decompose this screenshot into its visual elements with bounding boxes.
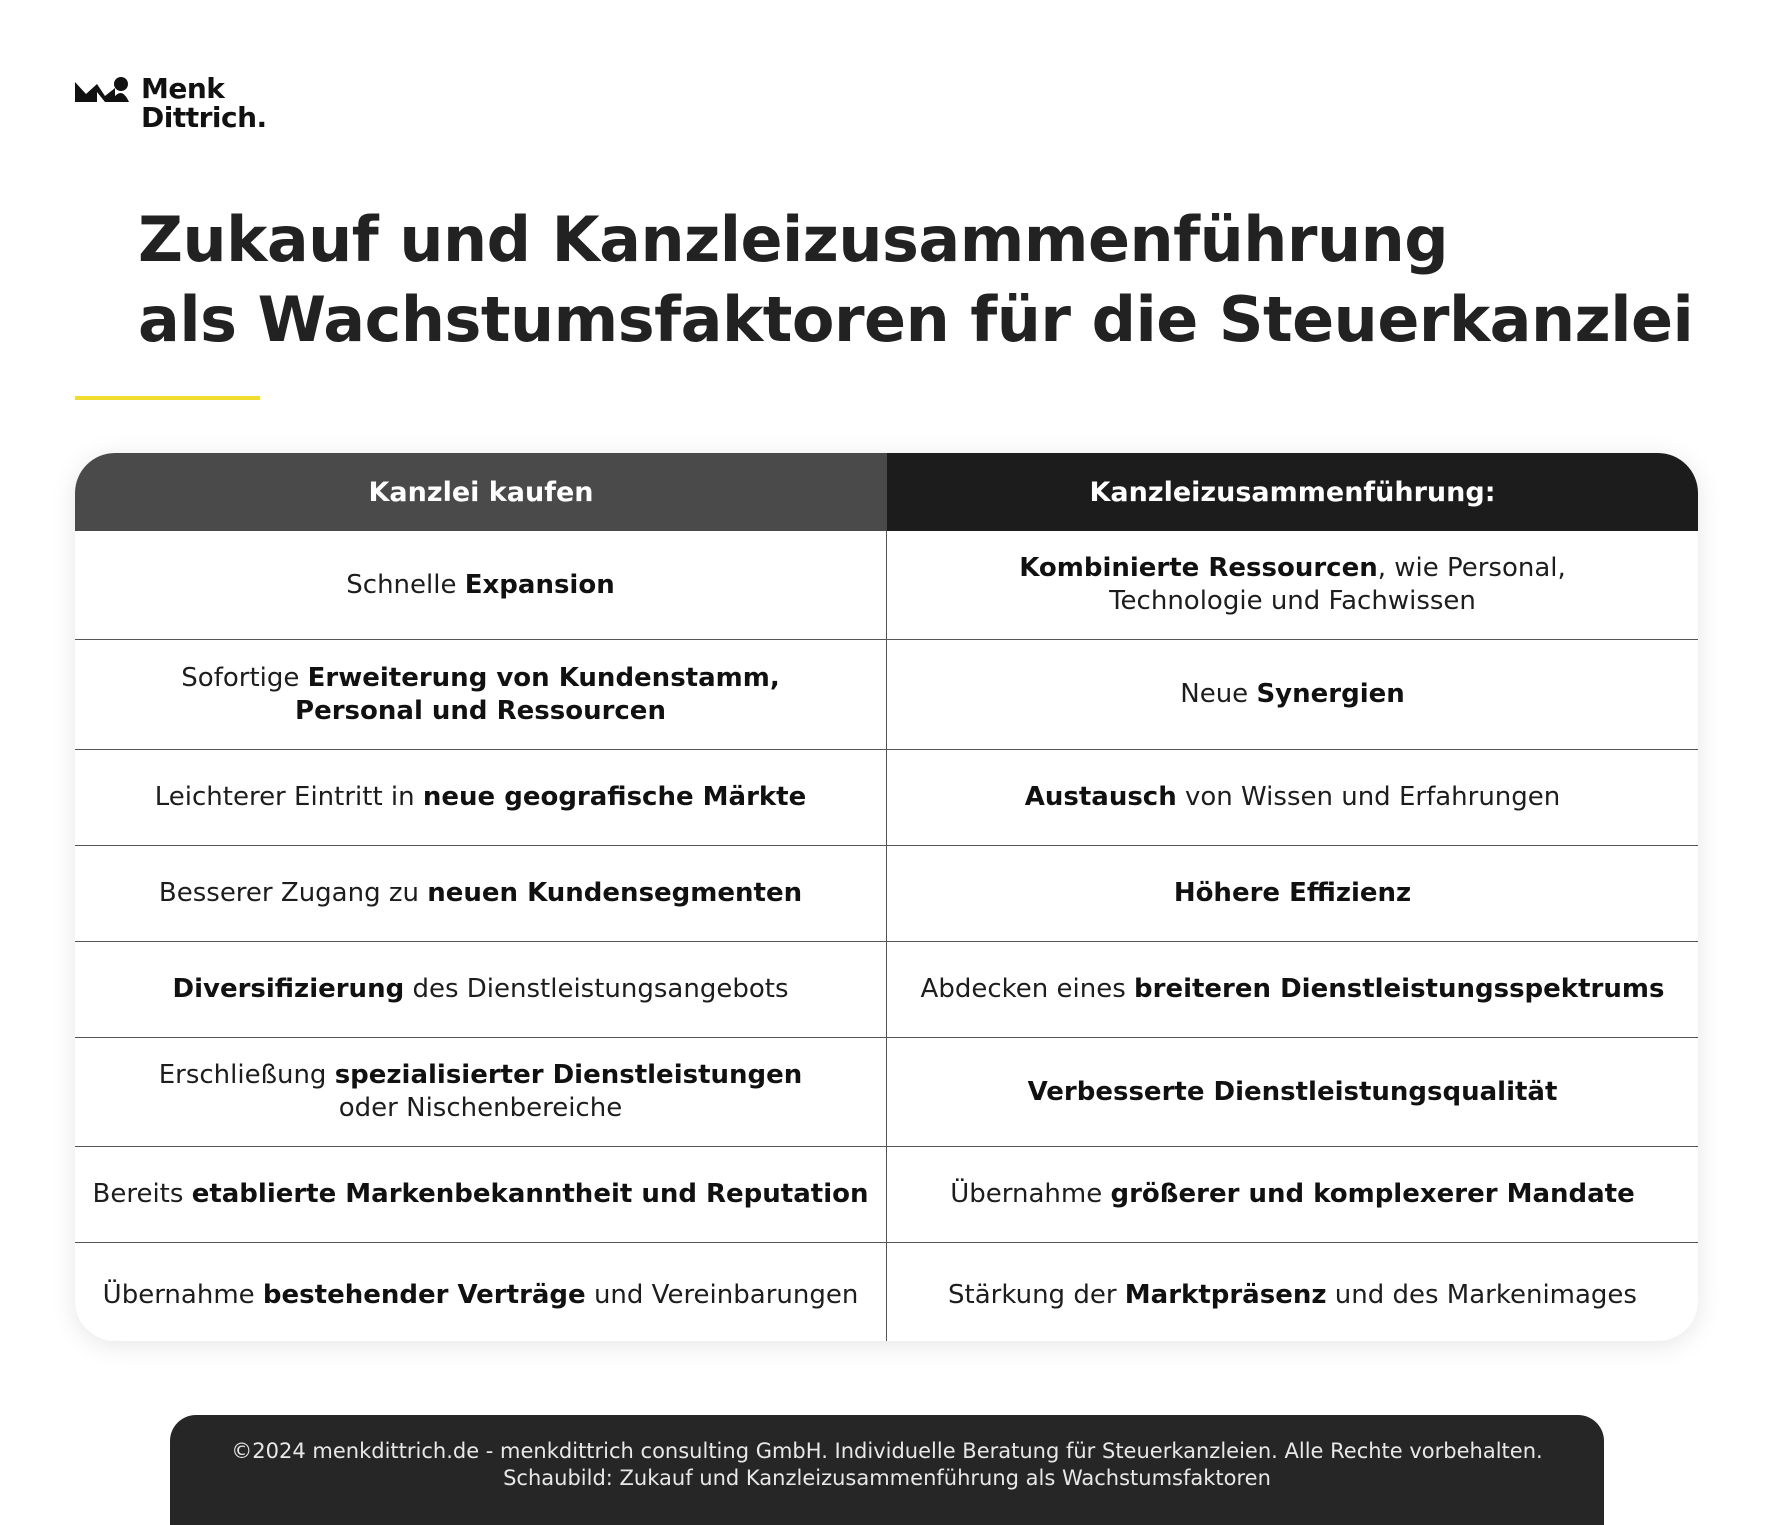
table-cell-right xyxy=(887,1038,1698,1146)
table-cell-left xyxy=(75,1038,887,1146)
bold-text: bestehender Verträge xyxy=(262,1279,586,1310)
table-row xyxy=(75,639,1698,749)
bold-text: neue geografische Märkte xyxy=(422,782,807,812)
table-cell-right xyxy=(887,1243,1698,1341)
bold-text: Höhere Effizienz xyxy=(1173,878,1412,908)
cell-text xyxy=(155,781,807,814)
footer-caption: Schaubild: Zukauf und Kanzleizusammenführung als Wachstumsfaktoren xyxy=(503,1466,1271,1490)
table-cell-right xyxy=(887,531,1698,639)
bold-text: spezialisierter Dienstleistungen xyxy=(334,1060,803,1090)
text: Besserer Zugang zu xyxy=(158,878,428,908)
bold-text: Austausch xyxy=(1024,782,1177,812)
table-row xyxy=(75,941,1698,1037)
logo-wordmark xyxy=(141,74,267,132)
text: Technologie und Fachwissen xyxy=(1109,586,1476,616)
cell-text xyxy=(1174,877,1411,910)
table-cell-left xyxy=(75,750,887,845)
logo xyxy=(75,74,267,132)
cell-text xyxy=(1019,552,1566,618)
cell-text xyxy=(921,973,1665,1006)
text: oder Nischenbereiche xyxy=(338,1093,623,1123)
text: Schnelle xyxy=(346,569,465,600)
cell-text xyxy=(181,662,779,728)
table-row xyxy=(75,531,1698,639)
table-row xyxy=(75,1242,1698,1341)
table-header xyxy=(75,453,1698,531)
header-kanzleizusammenfuehrung: Kanzleizusammenführung: xyxy=(887,453,1698,531)
bold-text: Personal und Ressourcen xyxy=(295,695,666,726)
table-cell-right xyxy=(887,750,1698,845)
cell-text xyxy=(1025,781,1561,814)
cell-text xyxy=(103,1279,859,1312)
bold-text: Expansion xyxy=(464,569,615,600)
table-cell-left xyxy=(75,531,887,639)
text: Bereits xyxy=(92,1179,192,1209)
text: Sofortige xyxy=(181,662,308,693)
bold-text: Marktpräsenz xyxy=(1124,1279,1327,1310)
text: und des Markenimages xyxy=(1326,1279,1637,1310)
table-row xyxy=(75,1037,1698,1146)
table-cell-left xyxy=(75,846,887,941)
bold-text: größerer und komplexerer Mandate xyxy=(1110,1179,1635,1209)
footer xyxy=(170,1415,1604,1525)
table-cell-left xyxy=(75,1243,887,1341)
comparison-table xyxy=(75,453,1698,1341)
cell-text xyxy=(93,1178,869,1211)
menk-dittrich-logo-icon xyxy=(75,76,129,106)
text: und Vereinbarungen xyxy=(585,1279,859,1310)
logo-line-1: Menk xyxy=(141,72,225,105)
text: Übernahme xyxy=(950,1179,1111,1209)
cell-text xyxy=(1028,1076,1558,1109)
header-kanzlei-kaufen: Kanzlei kaufen xyxy=(75,453,887,531)
table-row xyxy=(75,1146,1698,1242)
bold-text: breiteren Dienstleistungsspektrums xyxy=(1134,974,1665,1004)
bold-text: Verbesserte Dienstleistungsqualität xyxy=(1027,1076,1558,1107)
footer-copyright: ©2024 menkdittrich.de - menkdittrich consulting GmbH. Individuelle Beratung für Steuerkanzleien. Alle Rechte vorbehalten. xyxy=(231,1439,1543,1463)
bold-text: Diversifizierung xyxy=(172,974,405,1004)
bold-text: Kombinierte Ressourcen xyxy=(1019,553,1378,583)
bold-text: neuen Kundensegmenten xyxy=(427,878,803,908)
cell-text xyxy=(346,569,614,602)
logo-line-2: Dittrich. xyxy=(141,101,267,134)
text: Stärkung der xyxy=(948,1279,1125,1310)
cell-text xyxy=(950,1178,1634,1211)
cell-text xyxy=(1180,678,1405,711)
text: von Wissen und Erfahrungen xyxy=(1176,782,1561,812)
page-title xyxy=(138,200,1693,360)
bold-text: etablierte Markenbekanntheit und Reputation xyxy=(191,1179,869,1209)
cell-text xyxy=(173,973,789,1006)
table-cell-right xyxy=(887,1147,1698,1242)
table-row xyxy=(75,749,1698,845)
text: Erschließung xyxy=(158,1060,335,1090)
table-row xyxy=(75,845,1698,941)
table-cell-right xyxy=(887,942,1698,1037)
cell-text xyxy=(159,877,802,910)
table-cell-left xyxy=(75,942,887,1037)
text: Leichterer Eintritt in xyxy=(154,782,423,812)
cell-text xyxy=(159,1059,803,1125)
text: Neue xyxy=(1180,679,1257,709)
bold-text: Erweiterung von Kundenstamm, xyxy=(307,662,780,693)
table-cell-right xyxy=(887,846,1698,941)
text: des Dienstleistungsangebots xyxy=(404,974,789,1004)
title-line-1: Zukauf und Kanzleizusammenführung xyxy=(138,203,1449,276)
table-cell-left xyxy=(75,640,887,749)
bold-text: Synergien xyxy=(1256,679,1405,709)
text: , wie Personal, xyxy=(1377,553,1566,583)
text: Abdecken eines xyxy=(920,974,1135,1004)
text: Übernahme xyxy=(102,1279,263,1310)
table-cell-left xyxy=(75,1147,887,1242)
accent-underline xyxy=(75,396,260,400)
table-cell-right xyxy=(887,640,1698,749)
table-body xyxy=(75,531,1698,1341)
cell-text xyxy=(948,1279,1637,1312)
title-line-2: als Wachstumsfaktoren für die Steuerkanzlei xyxy=(138,283,1694,356)
